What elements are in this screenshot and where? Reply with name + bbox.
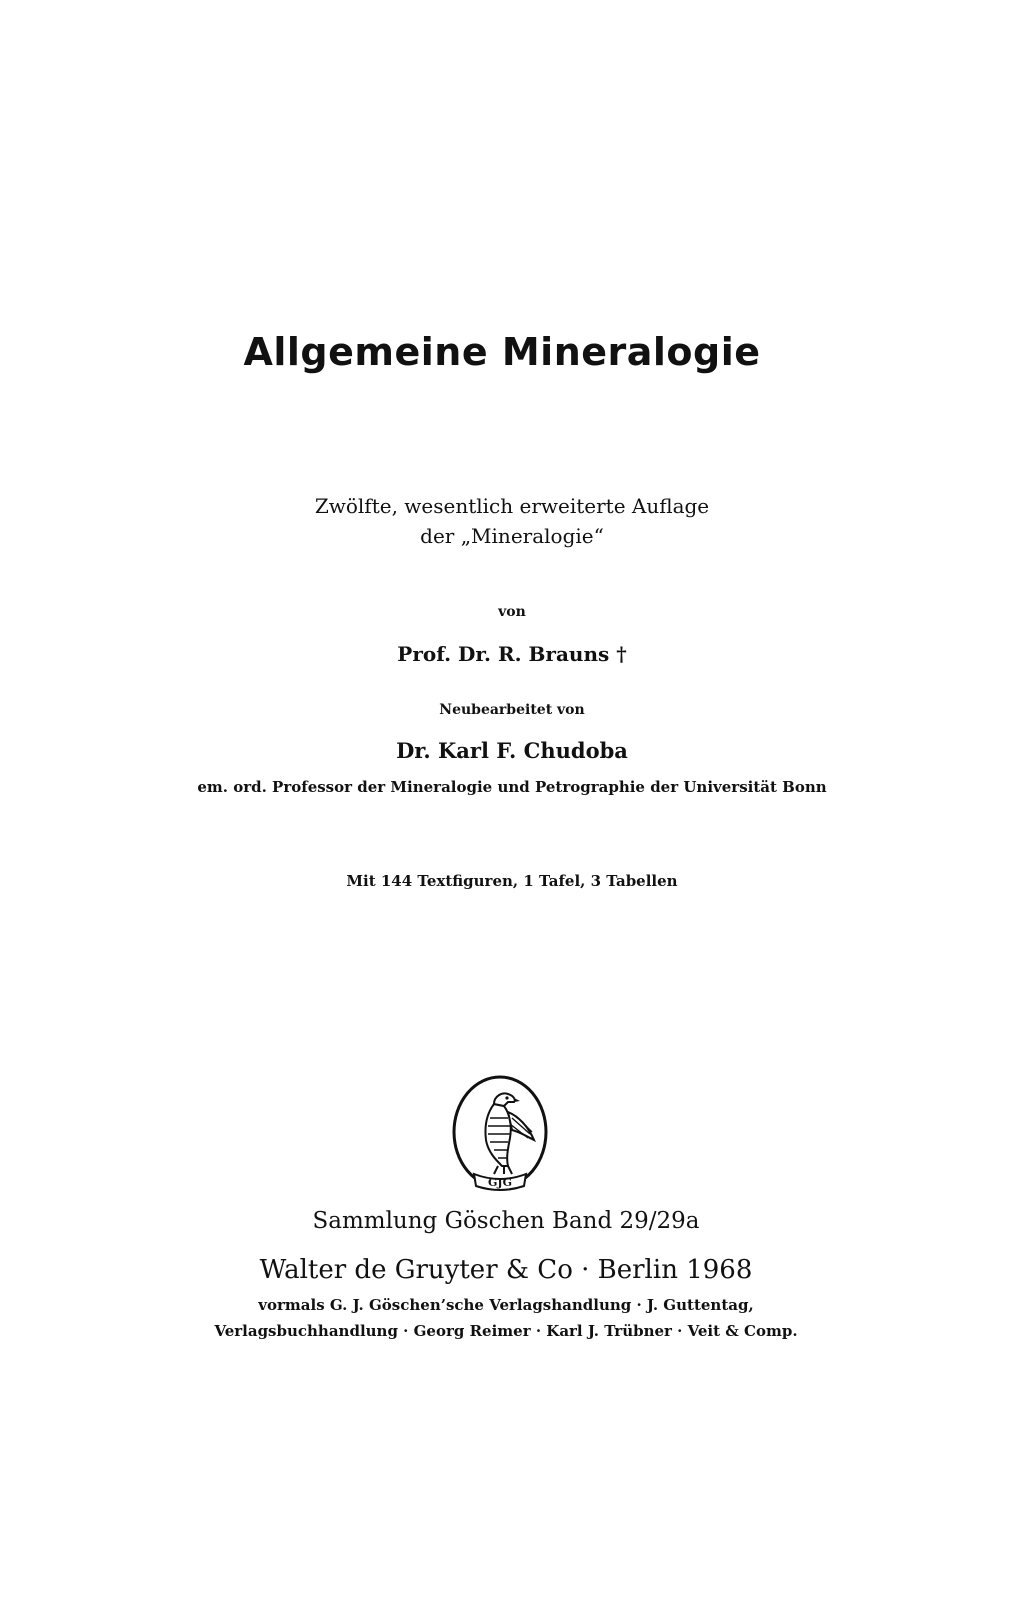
former-publishers-line-1: vormals G. J. Göschen’sche Verlagshandlung · J. Guttentag, xyxy=(258,1296,754,1314)
edition-line-1: Zwölfte, wesentlich erweiterte Auflage xyxy=(314,494,710,518)
former-publishers-line-2: Verlagsbuchhandlung · Georg Reimer · Karl J. Trübner · Veit & Comp. xyxy=(214,1322,798,1340)
author-name: Prof. Dr. R. Brauns † xyxy=(397,642,627,666)
reviser-affiliation: em. ord. Professor der Mineralogie und Petrographie der Universität Bonn xyxy=(197,778,827,796)
series-line: Sammlung Göschen Band 29/29a xyxy=(312,1208,700,1234)
reviser-name: Dr. Karl F. Chudoba xyxy=(396,738,628,763)
by-label: von xyxy=(498,604,526,620)
revised-by-label: Neubearbeitet von xyxy=(439,702,585,718)
edition-line-2: der „Mineralogie“ xyxy=(420,524,604,548)
figures-note: Mit 144 Textfiguren, 1 Tafel, 3 Tabellen xyxy=(346,872,678,890)
book-title: Allgemeine Mineralogie xyxy=(243,330,761,374)
logo-monogram: GJG xyxy=(488,1176,512,1189)
publisher-line: Walter de Gruyter & Co · Berlin 1968 xyxy=(259,1255,753,1285)
eagle-emblem-icon xyxy=(450,1074,550,1194)
